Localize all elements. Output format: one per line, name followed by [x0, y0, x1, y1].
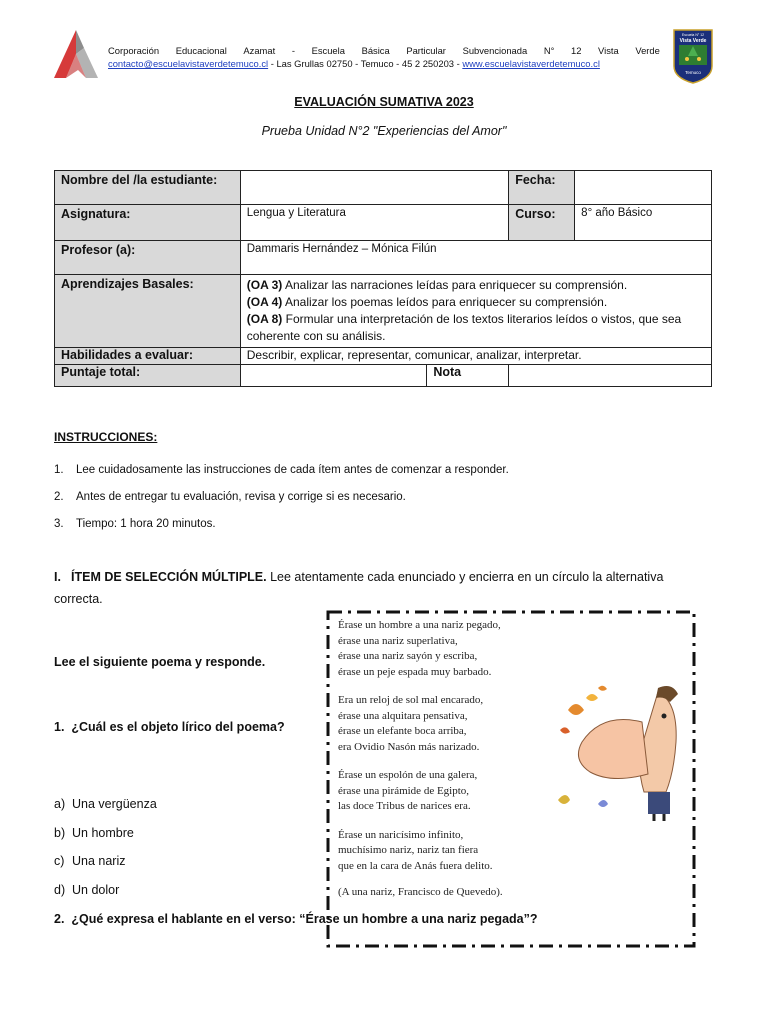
- student-name-label: Nombre del /la estudiante:: [55, 171, 241, 205]
- option-text: Un dolor: [72, 883, 120, 897]
- poem-stanza: [338, 828, 548, 875]
- poem-verse: érase una nariz sayón y escriba,: [338, 650, 478, 662]
- email-link[interactable]: contacto@escuelavistaverdetemuco.cl: [108, 58, 269, 69]
- course-value: 8° año Básico: [575, 205, 712, 241]
- course-label: Curso:: [509, 205, 575, 241]
- evaluation-title: EVALUACIÓN SUMATIVA 2023: [294, 95, 474, 109]
- objective-code: (OA 8): [246, 312, 283, 326]
- instructions-title: INSTRUCCIONES:: [54, 430, 158, 444]
- poem-stanza: [338, 768, 548, 815]
- table-row: [55, 348, 712, 365]
- instruction-text: Antes de entregar tu evaluación, revisa y corrige si es necesario.: [76, 491, 406, 503]
- student-name-field[interactable]: [240, 171, 508, 205]
- header-word: Vista: [598, 45, 619, 56]
- header-contact: [108, 44, 660, 70]
- poem-verse: Érase un naricísimo infinito,: [338, 828, 464, 841]
- poem-stanza: [338, 693, 548, 755]
- grade-field[interactable]: [509, 365, 712, 387]
- objective-code: (OA 3): [246, 278, 283, 292]
- poem-verse: érase una nariz superlativa,: [338, 634, 458, 647]
- header-word: Educacional: [175, 45, 227, 56]
- date-field[interactable]: [575, 171, 712, 205]
- learning-label: Aprendizajes Basales:: [55, 275, 241, 348]
- instruction-number: 3.: [54, 518, 64, 530]
- poem-verse: las doce Tribus de narices era.: [338, 800, 471, 812]
- option-text: Una vergüenza: [72, 797, 157, 811]
- section-instructions: Lee atentamente cada enunciado y encierra en un círculo la alternativa correcta.: [54, 570, 664, 606]
- grade-label: Nota: [427, 365, 509, 387]
- table-row: [55, 275, 712, 348]
- website-link[interactable]: www.escuelavistaverdetemuco.cl: [462, 58, 600, 69]
- poem-verse: era Ovidio Nasón más narizado.: [338, 740, 480, 753]
- table-row: [55, 365, 712, 387]
- option-text: Una nariz: [72, 854, 126, 868]
- school-badge-logo: [672, 28, 714, 84]
- header-word: Corporación: [108, 45, 160, 56]
- instruction-item: [54, 464, 509, 476]
- header-word: Azamat: [243, 45, 276, 56]
- poem-verse: Érase un espolón de una galera,: [338, 769, 478, 781]
- header-word: Particular: [406, 45, 446, 56]
- read-poem-instruction: Lee el siguiente poema y responde.: [54, 655, 266, 669]
- instruction-item: [54, 491, 406, 503]
- option-letter: a): [54, 797, 66, 811]
- student-info-table: [54, 170, 712, 387]
- table-row: [55, 241, 712, 275]
- teacher-value: Dammaris Hernández – Mónica Filún: [240, 241, 711, 275]
- table-row: [55, 171, 712, 205]
- table-row: [55, 205, 712, 241]
- section-heading: [54, 566, 714, 610]
- evaluation-subtitle: Prueba Unidad N°2 "Experiencias del Amor": [261, 124, 507, 138]
- objective-text: Analizar las narraciones leídas para enriquecer su comprensión.: [282, 278, 628, 292]
- header-organization: [108, 44, 660, 57]
- instruction-text: Lee cuidadosamente las instrucciones de cada ítem antes de comenzar a responder.: [76, 464, 509, 476]
- instruction-number: 2.: [54, 491, 64, 503]
- objective-text: Formular una interpretación de los textos literarios leídos o vistos, que sea coherente con su análisis.: [246, 312, 682, 343]
- badge-top-text: Escuela N° 12: [681, 33, 705, 37]
- skills-value: Describir, explicar, representar, comunicar, analizar, interpretar.: [240, 348, 711, 365]
- subject-label: Asignatura:: [55, 205, 241, 241]
- option-text: Un hombre: [72, 826, 134, 840]
- answer-option[interactable]: [54, 883, 119, 897]
- question-1: 1. ¿Cuál es el objeto lírico del poema?: [54, 720, 285, 734]
- teacher-label: Profesor (a):: [55, 241, 241, 275]
- big-nose-illustration: [538, 682, 688, 822]
- header-word: Escuela: [311, 45, 345, 56]
- instruction-text: Tiempo: 1 hora 20 minutos.: [76, 518, 216, 530]
- badge-name-text: Vista Verde: [679, 38, 707, 44]
- header-word: N°: [543, 45, 555, 56]
- objective-code: (OA 4): [246, 295, 283, 309]
- date-label: Fecha:: [509, 171, 575, 205]
- objective-text: Analizar los poemas leídos para enriquecer su comprensión.: [282, 295, 608, 309]
- score-label: Puntaje total:: [55, 365, 241, 387]
- option-letter: b): [54, 826, 66, 840]
- answer-option[interactable]: [54, 826, 134, 840]
- poem-verse: érase un peje espada muy barbado.: [338, 665, 492, 678]
- subject-value: Lengua y Literatura: [240, 205, 508, 241]
- option-letter: c): [54, 854, 65, 868]
- poem-verse: Érase un hombre a una nariz pegado,: [338, 619, 501, 631]
- skills-label: Habilidades a evaluar:: [55, 348, 241, 365]
- section-number: I.: [54, 570, 61, 584]
- poem-verse: Era un reloj de sol mal encarado,: [338, 694, 484, 706]
- poem-verse: muchísimo nariz, nariz tan fiera: [338, 844, 479, 856]
- objective-item: [247, 311, 705, 345]
- poem-credit: (A una nariz, Francisco de Quevedo).: [338, 886, 503, 898]
- poem-stanza: [338, 618, 548, 680]
- answer-option[interactable]: [54, 797, 157, 811]
- header-word: Básica: [361, 45, 390, 56]
- question-2: 2. ¿Qué expresa el hablante en el verso: “Érase un hombre a una nariz pegada”?: [54, 912, 538, 926]
- poem-verse: érase un elefante boca arriba,: [338, 725, 467, 737]
- header-word: Verde: [635, 45, 660, 56]
- poem: [338, 618, 548, 901]
- header-contact-line: [108, 57, 660, 70]
- option-letter: d): [54, 883, 66, 897]
- instruction-item: [54, 518, 216, 530]
- section-title: ÍTEM DE SELECCIÓN MÚLTIPLE.: [71, 570, 267, 584]
- objective-item: [247, 277, 705, 294]
- learning-objectives: [240, 275, 711, 348]
- answer-option[interactable]: [54, 854, 126, 868]
- address-text: - Las Grullas 02750 - Temuco - 45 2 250203 -: [268, 58, 463, 69]
- school-corporation-logo: [50, 28, 102, 80]
- poem-verse: que en la cara de Anás fuera delito.: [338, 859, 493, 872]
- header-word: Subvencionada: [462, 45, 528, 56]
- objective-item: [247, 294, 705, 311]
- header-word: -: [291, 45, 295, 56]
- badge-city-text: Temuco: [685, 70, 701, 75]
- instruction-number: 1.: [54, 464, 64, 476]
- header-word: 12: [570, 45, 582, 56]
- score-field[interactable]: [240, 365, 427, 387]
- poem-verse: érase una pirámide de Egipto,: [338, 784, 470, 797]
- poem-verse: érase una alquitara pensativa,: [338, 709, 468, 722]
